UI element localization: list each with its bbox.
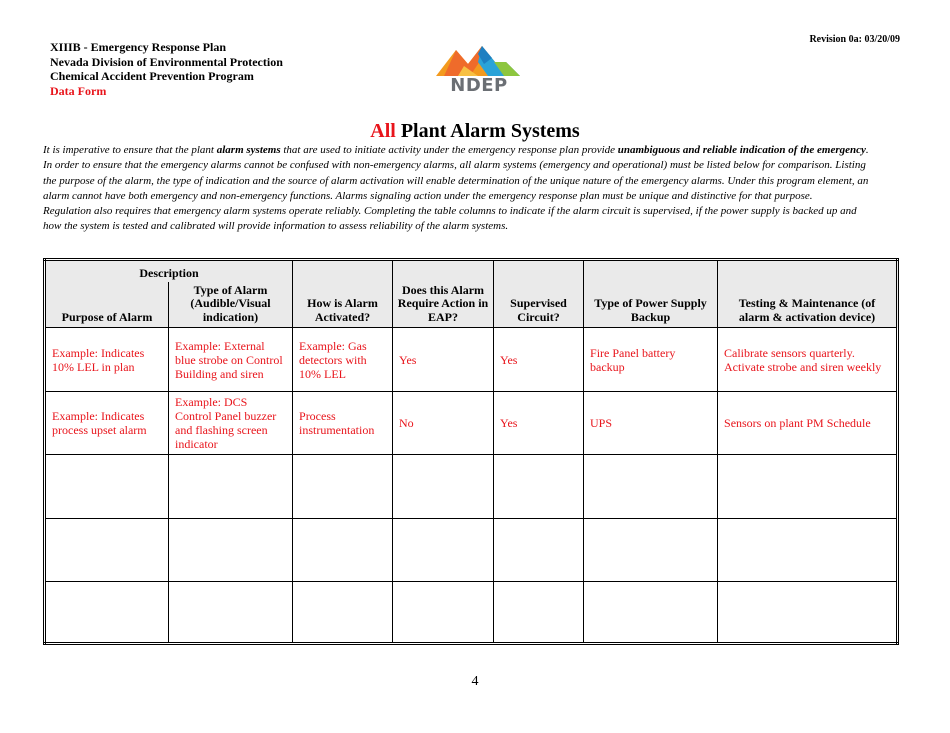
intro-segment: . In order to ensure that the emergency alarms cannot be confused with non-emergency alarms, all alarm systems (emergency and operational) must be listed below for comparison. Listing the purpose of the alarm, the type of indication and the source of alarm activation will enable determination of the unique nature of the emergency alarms. Under this program element, an alarm cannot have both emergency and non-emergency functions. Alarms signaling action under the emergency response plan must be unique and distinctive for that purpose.: [43, 144, 869, 202]
cell-purpose[interactable]: [45, 455, 169, 519]
intro-segment-bold: unambiguous and reliable indication of the emergency: [617, 144, 866, 156]
cell-power-backup[interactable]: [584, 455, 718, 519]
title-highlight: All: [370, 120, 396, 142]
cell-purpose[interactable]: [45, 582, 169, 644]
intro-text: [43, 143, 873, 235]
cell-supervised[interactable]: Yes: [494, 328, 584, 392]
cell-supervised[interactable]: [494, 582, 584, 644]
intro-segment-bold: alarm systems: [216, 144, 281, 156]
revision-label: Revision 0a: 03/20/09: [809, 34, 900, 45]
org-header: [50, 40, 283, 98]
cell-eap-action[interactable]: [393, 519, 494, 582]
cell-purpose[interactable]: Example: Indicates 10% LEL in plan: [45, 328, 169, 392]
page-title: [0, 120, 950, 143]
cell-eap-action[interactable]: Yes: [393, 328, 494, 392]
cell-alarm-type[interactable]: Example: DCS Control Panel buzzer and flashing screen indicator: [169, 392, 293, 455]
table-row: [45, 582, 898, 644]
cell-activation[interactable]: Example: Gas detectors with 10% LEL: [293, 328, 393, 392]
cell-alarm-type[interactable]: Example: External blue strobe on Control Building and siren: [169, 328, 293, 392]
cell-testing[interactable]: [718, 582, 898, 644]
cell-activation[interactable]: [293, 582, 393, 644]
column-header-activation: How is Alarm Activated?: [293, 260, 393, 328]
column-header-purpose: Purpose of Alarm: [45, 282, 169, 328]
page-number: 4: [471, 674, 479, 689]
title-rest: Plant Alarm Systems: [395, 120, 580, 142]
org-line-division: Nevada Division of Environmental Protection: [50, 54, 283, 69]
cell-power-backup[interactable]: [584, 519, 718, 582]
logo-text: NDEP: [450, 75, 508, 96]
cell-power-backup[interactable]: UPS: [584, 392, 718, 455]
cell-testing[interactable]: [718, 455, 898, 519]
table-row: [45, 328, 898, 392]
cell-activation[interactable]: [293, 455, 393, 519]
cell-power-backup[interactable]: Fire Panel battery backup: [584, 328, 718, 392]
table-row: [45, 455, 898, 519]
cell-purpose[interactable]: [45, 519, 169, 582]
cell-eap-action[interactable]: [393, 455, 494, 519]
intro-segment: that are used to initiate activity under the emergency response plan provide: [280, 144, 618, 156]
cell-testing[interactable]: Sensors on plant PM Schedule: [718, 392, 898, 455]
cell-alarm-type[interactable]: [169, 455, 293, 519]
cell-supervised[interactable]: Yes: [494, 392, 584, 455]
form-label: Data Form: [50, 83, 107, 98]
cell-alarm-type[interactable]: [169, 582, 293, 644]
cell-testing[interactable]: Calibrate sensors quarterly. Activate strobe and siren weekly: [718, 328, 898, 392]
cell-power-backup[interactable]: [584, 582, 718, 644]
ndep-logo: [434, 40, 522, 100]
mountain-icon: [434, 40, 522, 80]
table-row: [45, 519, 898, 582]
intro-paragraph-2: Regulation also requires that emergency alarm systems operate reliably. Completing the table columns to indicate if the alarm circuit is supervised, if the power supply is backed up and how the system is tested and calibrated will provide information to assess reliability of the alarm systems.: [43, 205, 857, 233]
org-line-plan: XIIIB - Emergency Response Plan: [50, 40, 226, 54]
alarm-systems-table: [43, 258, 899, 645]
cell-eap-action[interactable]: [393, 582, 494, 644]
cell-eap-action[interactable]: No: [393, 392, 494, 455]
cell-activation[interactable]: [293, 519, 393, 582]
column-header-supervised: Supervised Circuit?: [494, 260, 584, 328]
org-line-program: Chemical Accident Prevention Program: [50, 69, 254, 83]
table-row: [45, 392, 898, 455]
cell-supervised[interactable]: [494, 455, 584, 519]
description-group-header: Description: [45, 260, 293, 282]
cell-activation[interactable]: Process instrumentation: [293, 392, 393, 455]
cell-supervised[interactable]: [494, 519, 584, 582]
column-header-alarm-type: Type of Alarm (Audible/Visual indication): [169, 282, 293, 328]
cell-testing[interactable]: [718, 519, 898, 582]
column-header-eap-action: Does this Alarm Require Action in EAP?: [393, 260, 494, 328]
column-header-testing: Testing & Maintenance (of alarm & activation device): [718, 260, 898, 328]
column-header-power-backup: Type of Power Supply Backup: [584, 260, 718, 328]
cell-alarm-type[interactable]: [169, 519, 293, 582]
cell-purpose[interactable]: Example: Indicates process upset alarm: [45, 392, 169, 455]
intro-paragraph-1: [43, 143, 873, 204]
intro-segment: It is imperative to ensure that the plant: [43, 144, 217, 156]
